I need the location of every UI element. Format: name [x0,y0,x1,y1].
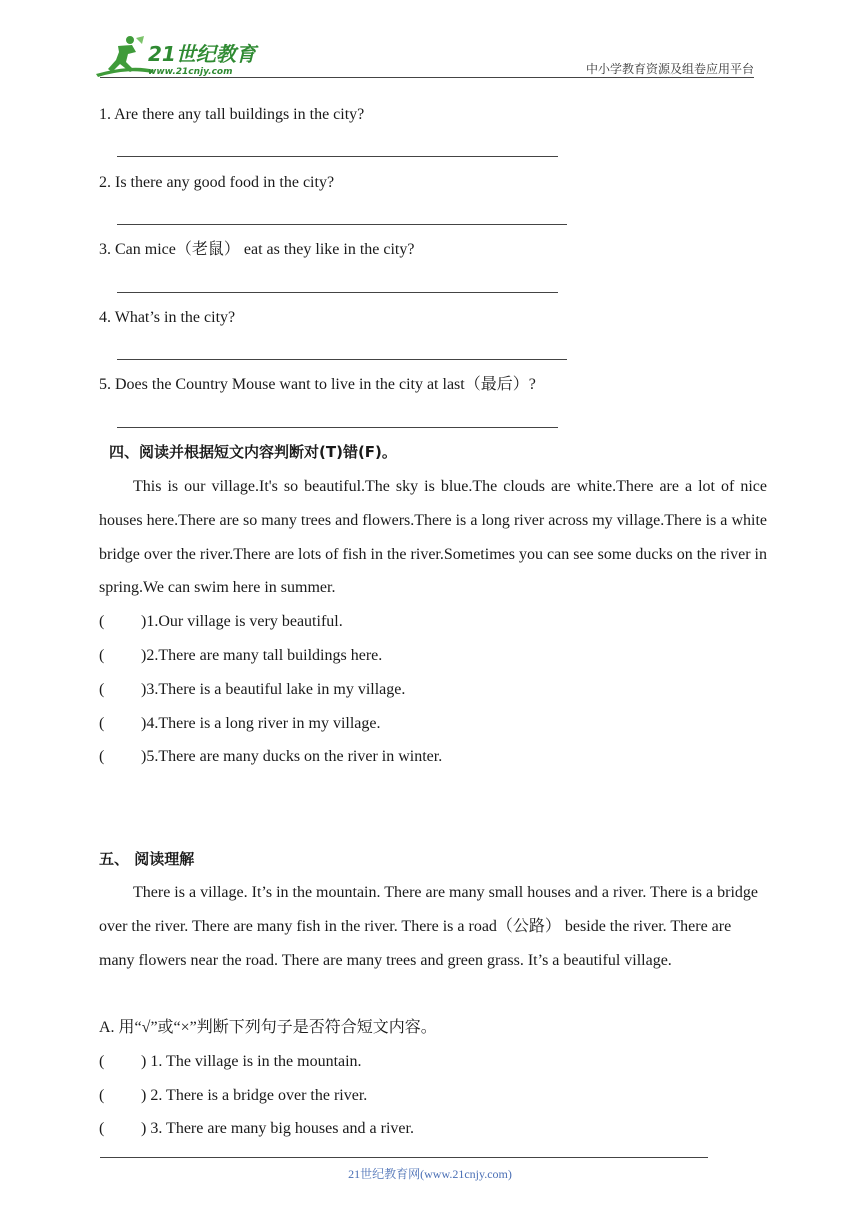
tf-item-text: )1.Our village is very beautiful. [141,613,343,630]
tf-item-3 [99,680,405,700]
answer-blank[interactable]: ( [99,647,105,664]
logo-url: www.21cnjy.com [148,67,233,77]
footer-divider [100,1157,708,1158]
answer-blank[interactable]: ( [99,681,105,698]
part-a-instruction: A. 用“√”或“×”判断下列句子是否符合短文内容。 [99,1019,437,1036]
question-4: 4. What’s in the city? [99,309,236,326]
section-5-title: 五、 阅读理解 [99,850,195,868]
tf-item-text: )2.There are many tall buildings here. [141,647,383,664]
answer-line-5[interactable] [117,427,558,428]
answer-blank[interactable]: ( [99,613,105,630]
tf-item-text: )4.There is a long river in my village. [141,715,381,732]
check-item-3 [99,1119,414,1139]
tf-item-text: )5.There are many ducks on the river in winter. [141,748,443,765]
section-4-title: 四、阅读并根据短文内容判断对(T)错(F)。 [109,443,397,461]
answer-blank[interactable]: ( [99,1120,105,1137]
runner-logo-icon [92,34,262,78]
tf-item-5 [99,747,442,767]
answer-line-2[interactable] [117,224,567,225]
check-item-1 [99,1052,362,1072]
question-2: 2. Is there any good food in the city? [99,174,335,191]
answer-blank[interactable]: ( [99,748,105,765]
check-item-text: ) 2. There is a bridge over the river. [141,1087,368,1104]
question-3: 3. Can mice（老鼠） eat as they like in the city? [99,241,415,258]
answer-blank[interactable]: ( [99,715,105,732]
answer-blank[interactable]: ( [99,1053,105,1070]
site-tagline: 中小学教育资源及组卷应用平台 [585,62,754,76]
question-1: 1. Are there any tall buildings in the city? [99,106,365,123]
answer-line-4[interactable] [117,359,567,360]
answer-blank[interactable]: ( [99,1087,105,1104]
check-item-text: ) 3. There are many big houses and a river. [141,1120,414,1137]
tf-item-2 [99,646,382,666]
check-item-2 [99,1086,367,1106]
answer-line-1[interactable] [117,156,558,157]
section-5-passage: There is a village. It’s in the mountain. There are many small houses and a river. There is a bridge over the river. There are many fish in the river. There is a road（公路） beside the river. There are many flowers near the road. There are many trees and green grass. It’s a beautiful village. [99,884,758,969]
tf-item-1 [99,612,343,632]
answer-line-3[interactable] [117,292,558,293]
question-5: 5. Does the Country Mouse want to live in the city at last（最后）? [99,376,536,393]
logo-text: 21世纪教育 [148,42,256,66]
tf-item-text: )3.There is a beautiful lake in my village. [141,681,406,698]
header-divider [100,77,754,78]
section-4-passage: This is our village.It's so beautiful.The sky is blue.The clouds are white.There are a lot of nice houses here.There are so many trees and flowers.There is a long river across my village.There is a white bridge over the river.There are lots of fish in the river.Sometimes you can see some ducks on the river in spring.We can swim here in summer. [99,478,767,597]
check-item-text: ) 1. The village is in the mountain. [141,1053,362,1070]
footer-link[interactable]: 21世纪教育网(www.21cnjy.com) [348,1167,512,1181]
tf-item-4 [99,714,380,734]
site-logo [92,34,262,78]
